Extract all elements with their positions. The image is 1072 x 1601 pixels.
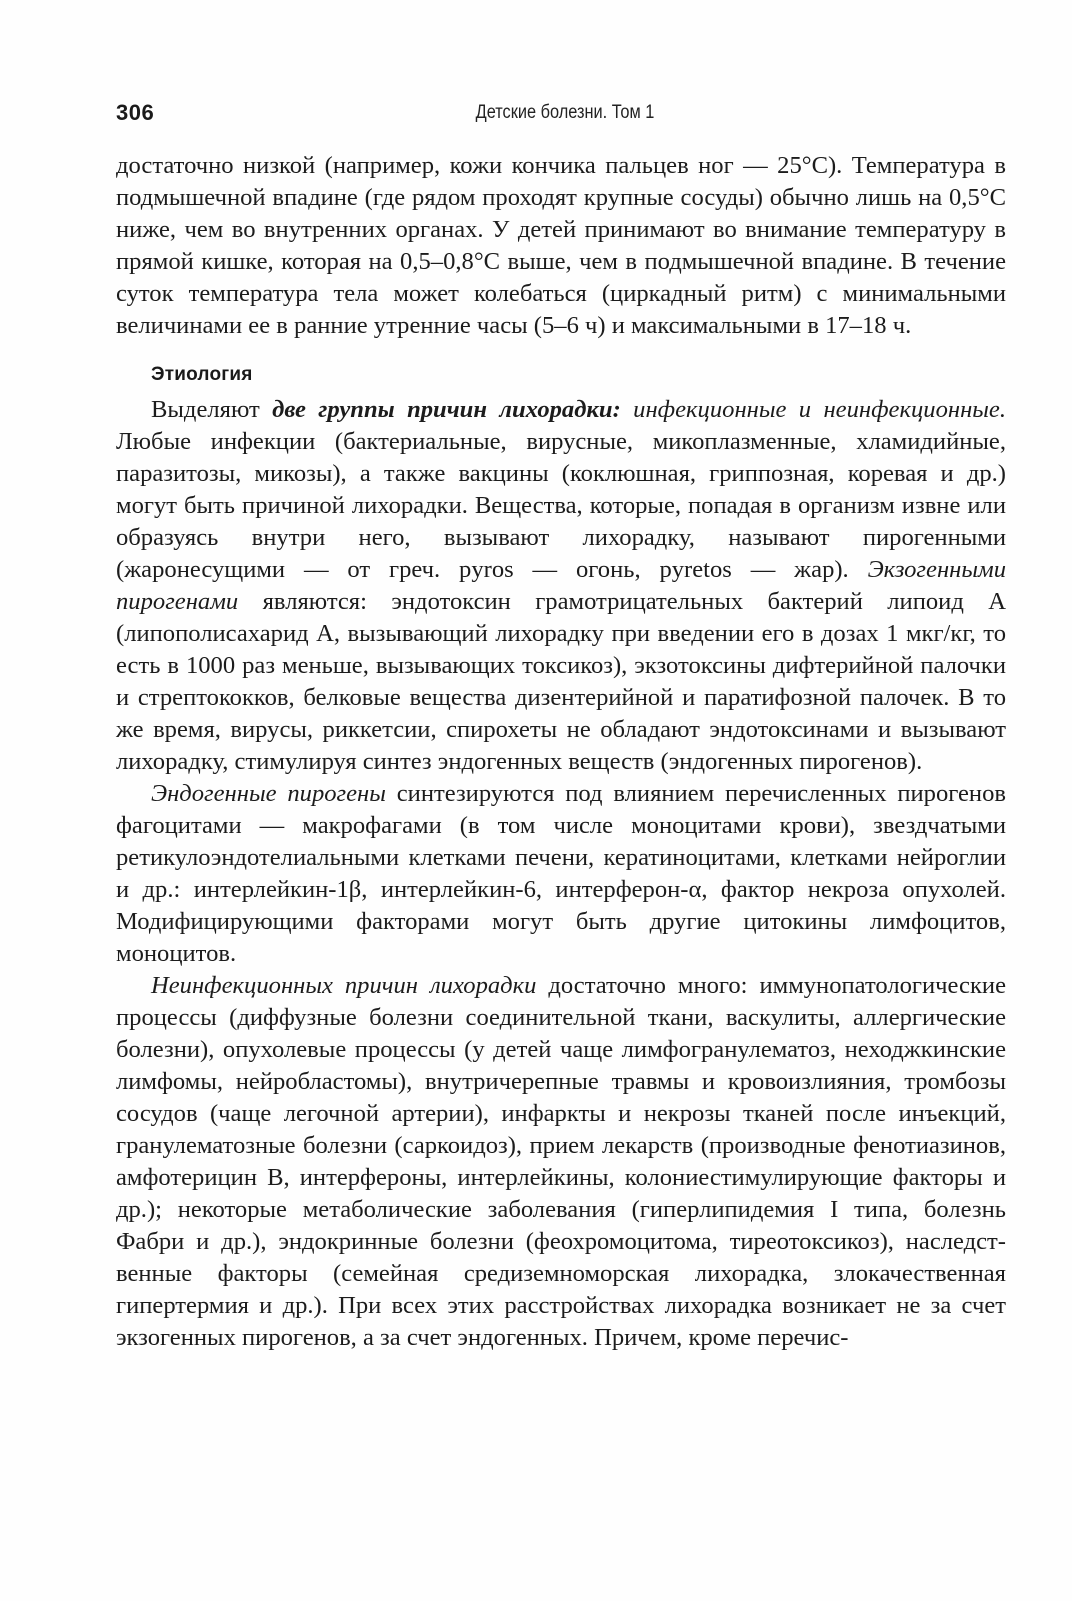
term-endogenous-pyrogens: Эндогенные пирогены: [151, 780, 386, 807]
text-run: Любые инфекции (бактериальные, вирусные, микоплазменные, хламидийные, паразитозы, микозы), а также вакцины (коклюшная, гриппозная, коревая и др.) могут быть причиной лихорадки. Вещества, которые, попадая в организм извне или образуясь внутри него, вызывают лихорадку, называют пирогенными (жаронесущими — от греч. pyros — огонь, pyretos — жар).: [116, 428, 1006, 583]
section-heading: Этиология: [151, 364, 253, 385]
page-body: [116, 150, 1006, 1354]
paragraph-noninfectious-causes: [116, 970, 1006, 1354]
running-title: Детские болезни. Том 1: [475, 102, 655, 123]
emphasis-bold-italic: две группы причин лихорадки:: [272, 396, 621, 423]
text-run: являются: эндотоксин грамотрицательных бактерий липоид А (липополисахарид А, вызывающий лихорадку при введении его в дозах 1 мкг/кг, то есть в 1000 раз меньше, вызывающих токсикоз), экзотоксины дифтерийной палочки и стрептококков, белковые вещества дизентерийной и паратифозной палочек. В то же время, вирусы, риккетсии, спирохеты не обладают эндотоксинами и вызывают лихорадку, стимулируя синтез эндогенных веществ (эндогенных пирогенов).: [116, 588, 1006, 775]
emphasis-italic: инфекционные и неинфекционные.: [633, 396, 1006, 423]
page-header: [116, 100, 1010, 134]
page-number: 306: [116, 100, 155, 125]
paragraph-endogenous-pyrogens: [116, 778, 1006, 970]
paragraph-etiology: [116, 394, 1006, 778]
text-run: достаточно много: иммунопатологические процессы (диффузные болезни соединительной ткани, васкулиты, аллергические болезни), опухолевые процессы (у детей чаще лимфогранулематоз, неходжкинские лимфомы, нейробластомы), внутричерепные травмы и кровоизлияния, тромбозы сосудов (чаще легочной артерии), инфаркты и некрозы тканей после инъекций, гранулематозные болезни (саркоидоз), прием лекарств (производные фенотиазинов, амфотерицин В, интерфероны, интерлейкины, колониестимулирующие факторы и др.); некоторые метаболические заболевания (гиперлипидемия I типа, болезнь Фабри и др.), эндокринные болезни (феохромоцитома, тиреотоксикоз), наследственные факторы (семейная средиземноморская лихорадка, злокачественная гипертермия и др.). При всех этих расстройствах лихорадка возникает не за счет экзогенных пирогенов, а за счет эндогенных. Причем, кроме перечис-: [116, 972, 1007, 1351]
term-noninfectious-causes: Неинфекционных причин лихорадки: [151, 972, 537, 999]
text-run: Выделяют: [151, 396, 273, 423]
term-exogenous-pyrogens: Экзогенными пирогенами: [116, 556, 1006, 615]
text-run: синтезируются под влиянием перечисленных пирогенов фагоцитами — макрофагами (в том числе моноцитами крови), звездчатыми ретикулоэндотелиальными клетками печени, кератиноцитами, клетками нейроглии и др.: интерлейкин-1β, интерлейкин-6, интерферон-α, фактор некроза опухолей. Модифицирующими факторами могут быть другие цитокины лимфоцитов, моноцитов.: [116, 780, 1006, 967]
text-run: [621, 396, 633, 423]
paragraph-continuation: достаточно низкой (например, кожи кончика пальцев ног — 25°С). Температура в подмышечной впадине (где рядом проходят крупные сосуды) обычно лишь на 0,5°С ниже, чем во внутренних органах. У детей принимают во внимание температуру в прямой кишке, которая на 0,5–0,8°С выше, чем в подмышечной впадине. В течение суток температура тела может колебаться (циркадный ритм) с минимальными величинами ее в ранние утренние часы (5–6 ч) и максимальными в 17–18 ч.: [116, 152, 1006, 339]
